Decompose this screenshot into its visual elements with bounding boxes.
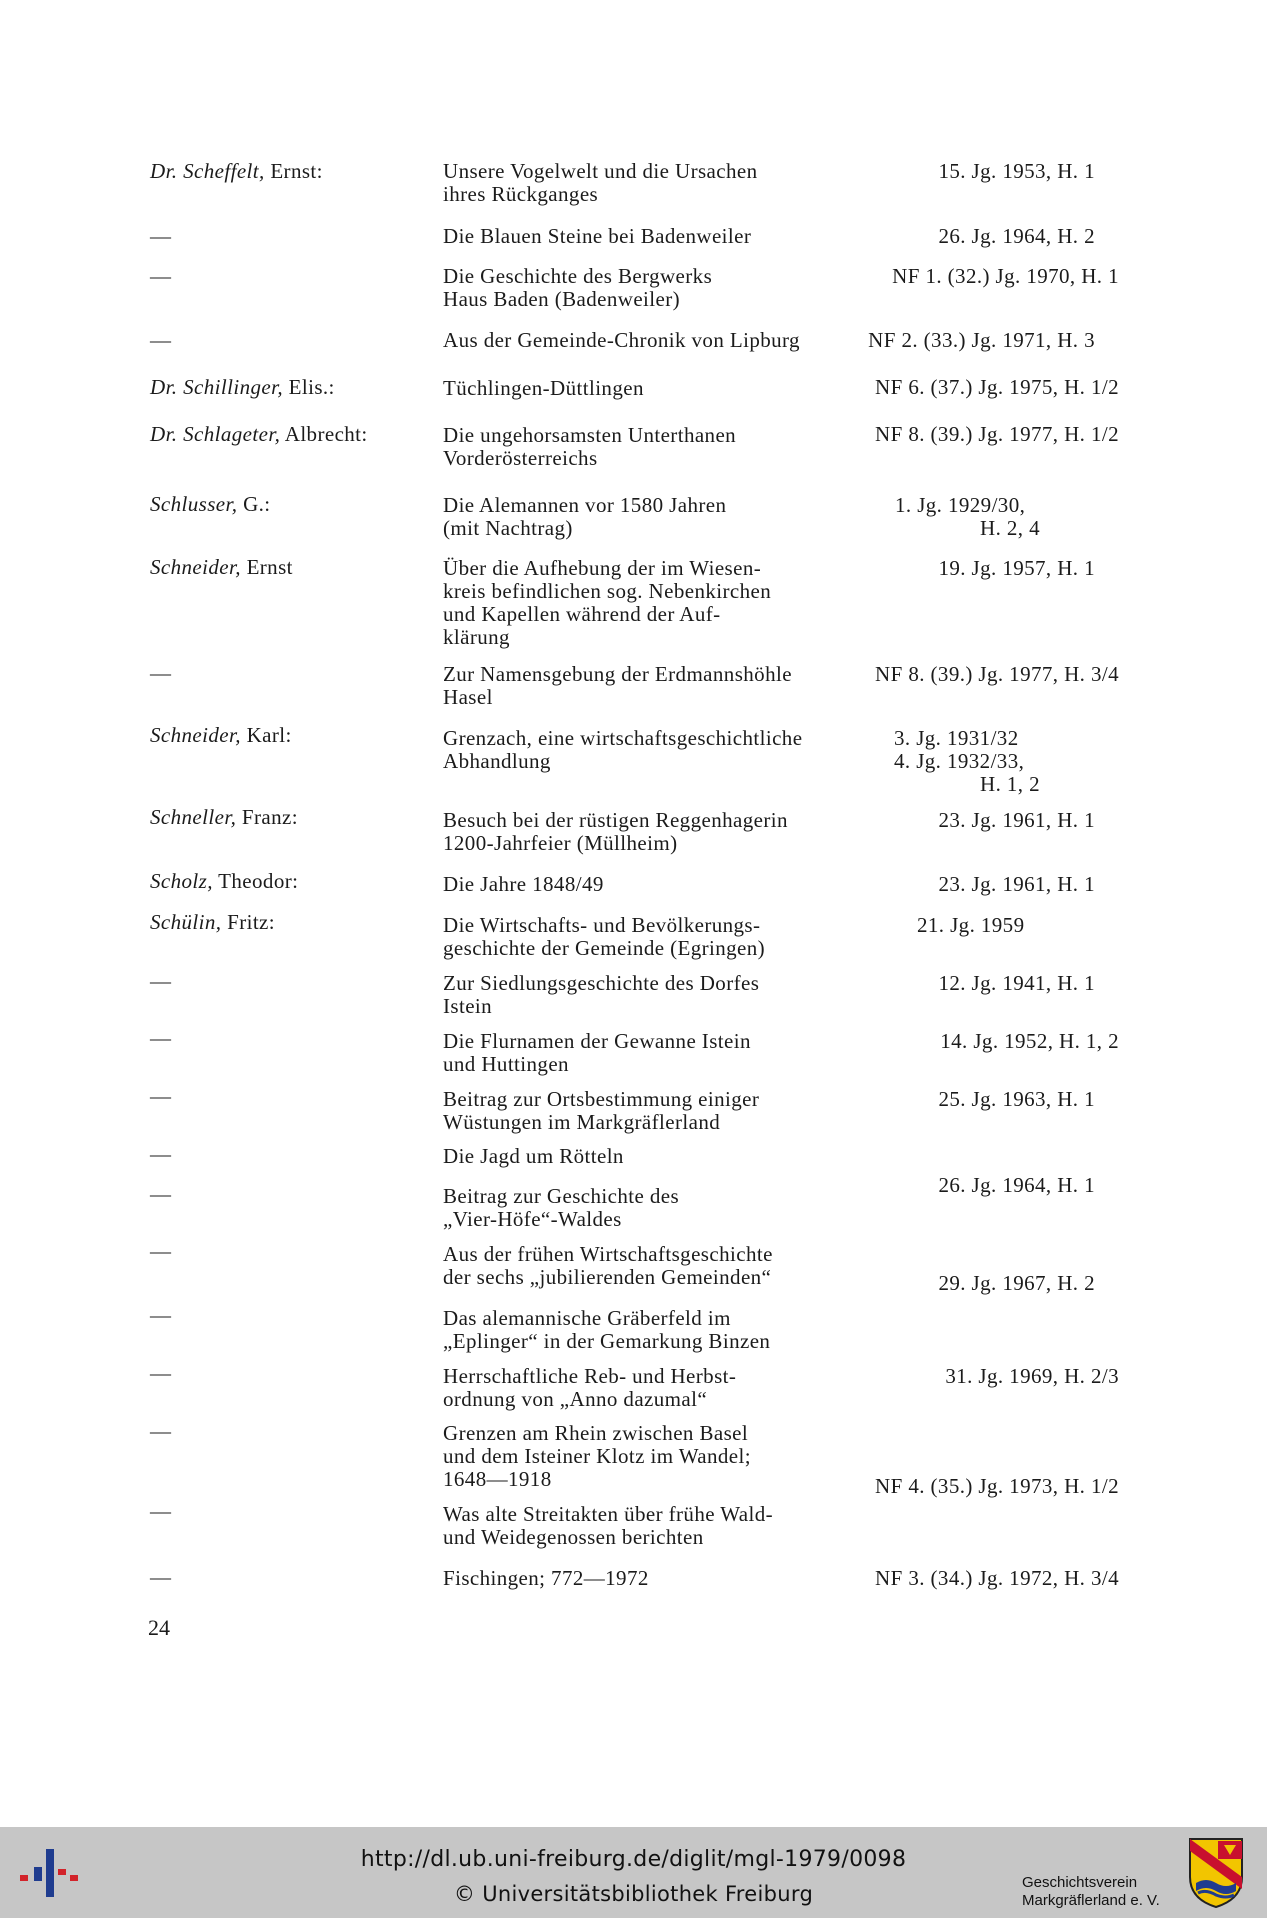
title-line: Tüchlingen-Düttlingen <box>443 376 644 400</box>
reference: 26. Jg. 1964, H. 1 <box>938 1173 1095 1197</box>
ditto-dash: — <box>150 264 172 288</box>
title-line: geschichte der Gemeinde (Egringen) <box>443 936 766 960</box>
title-line: Die Alemannen vor 1580 Jahren <box>443 493 727 517</box>
reference: 29. Jg. 1967, H. 2 <box>938 1271 1095 1295</box>
title-line: Die Wirtschafts- und Bevölkerungs- <box>443 913 761 937</box>
reference: NF 8. (39.) Jg. 1977, H. 1/2 <box>875 422 1119 446</box>
author-label: Dr. Scheffelt, Ernst: <box>150 159 323 183</box>
ditto-dash: — <box>150 1361 172 1385</box>
title-line: und Huttingen <box>443 1052 569 1076</box>
author-label: Scholz, Theodor: <box>150 869 299 893</box>
title-line: Was alte Streitakten über frühe Wald- <box>443 1502 773 1526</box>
title-line: und Kapellen während der Auf- <box>443 602 721 626</box>
copyright-text: © Universitätsbibliothek Freiburg <box>453 1882 814 1906</box>
title-line: Grenzen am Rhein zwischen Basel <box>443 1421 749 1445</box>
reference: H. 1, 2 <box>980 772 1040 796</box>
title-line: Aus der frühen Wirtschaftsgeschichte <box>443 1242 773 1266</box>
title-line: ihres Rückganges <box>443 182 599 206</box>
reference: NF 1. (32.) Jg. 1970, H. 1 <box>892 264 1119 288</box>
reference: 3. Jg. 1931/32 <box>894 726 1019 750</box>
title-line: Vorderösterreichs <box>443 446 598 470</box>
title-line: Fischingen; 772—1972 <box>443 1566 649 1590</box>
title-line: Herrschaftliche Reb- und Herbst- <box>443 1364 737 1388</box>
title-line: klärung <box>443 625 510 649</box>
title-line: Über die Aufhebung der im Wiesen- <box>443 556 762 580</box>
title-line: Die Geschichte des Bergwerks <box>443 264 713 288</box>
title-line: Die Jahre 1848/49 <box>443 872 604 896</box>
ditto-dash: — <box>150 1182 172 1206</box>
title-line: (mit Nachtrag) <box>443 516 573 540</box>
author-label: Dr. Schlageter, Albrecht: <box>150 422 368 446</box>
reference: NF 8. (39.) Jg. 1977, H. 3/4 <box>875 662 1119 686</box>
title-line: „Eplinger“ in der Gemarkung Binzen <box>443 1329 771 1353</box>
title-line: 1200-Jahrfeier (Müllheim) <box>443 831 678 855</box>
title-line: Abhandlung <box>443 749 551 773</box>
society-line: Markgräflerland e. V. <box>1022 1892 1160 1909</box>
title-line: „Vier-Höfe“-Waldes <box>443 1207 622 1231</box>
reference: NF 4. (35.) Jg. 1973, H. 1/2 <box>875 1474 1119 1498</box>
reference: 25. Jg. 1963, H. 1 <box>938 1087 1095 1111</box>
society-line: Geschichtsverein <box>1022 1874 1138 1891</box>
ditto-dash: — <box>150 224 172 248</box>
ditto-dash: — <box>150 1303 172 1327</box>
title-line: Die Jagd um Rötteln <box>443 1144 624 1168</box>
author-label: Schlusser, G.: <box>150 492 271 516</box>
reference: 14. Jg. 1952, H. 1, 2 <box>940 1029 1119 1053</box>
title-line: Grenzach, eine wirtschaftsgeschichtliche <box>443 726 803 750</box>
ditto-dash: — <box>150 1565 172 1589</box>
title-line: Hasel <box>443 685 493 709</box>
title-line: Wüstungen im Markgräflerland <box>443 1110 721 1134</box>
title-line: Die Blauen Steine bei Badenweiler <box>443 224 752 248</box>
source-url-link[interactable]: http://dl.ub.uni-freiburg.de/diglit/mgl-1979/0098 <box>360 1847 907 1872</box>
ditto-dash: — <box>150 1084 172 1108</box>
society-name <box>1022 1874 1160 1910</box>
reference: 15. Jg. 1953, H. 1 <box>938 159 1095 183</box>
title-line: 1648—1918 <box>443 1467 552 1491</box>
title-line: Das alemannische Gräberfeld im <box>443 1306 731 1330</box>
ditto-dash: — <box>150 1419 172 1443</box>
coat-of-arms-icon <box>1188 1837 1244 1909</box>
title-line: Unsere Vogelwelt und die Ursachen <box>443 159 758 183</box>
title-line: Zur Siedlungsgeschichte des Dorfes <box>443 971 760 995</box>
title-line: und Weidegenossen berichten <box>443 1525 704 1549</box>
author-label: Dr. Schillinger, Elis.: <box>150 375 335 399</box>
reference: 1. Jg. 1929/30, <box>895 493 1026 517</box>
ditto-dash: — <box>150 1026 172 1050</box>
title-line: ordnung von „Anno dazumal“ <box>443 1387 708 1411</box>
author-label: Schneller, Franz: <box>150 805 298 829</box>
title-line: Zur Namensgebung der Erdmannshöhle <box>443 662 792 686</box>
ditto-dash: — <box>150 1499 172 1523</box>
ditto-dash: — <box>150 661 172 685</box>
reference: NF 3. (34.) Jg. 1972, H. 3/4 <box>875 1566 1119 1590</box>
reference: H. 2, 4 <box>980 516 1040 540</box>
reference: 4. Jg. 1932/33, <box>894 749 1025 773</box>
title-line: Beitrag zur Geschichte des <box>443 1184 680 1208</box>
reference: 26. Jg. 1964, H. 2 <box>938 224 1095 248</box>
reference: 23. Jg. 1961, H. 1 <box>938 808 1095 832</box>
author-label: Schülin, Fritz: <box>150 910 276 934</box>
title-line: Aus der Gemeinde-Chronik von Lipburg <box>443 328 800 352</box>
ditto-dash: — <box>150 969 172 993</box>
reference: 21. Jg. 1959 <box>917 913 1025 937</box>
title-line: Die Flurnamen der Gewanne Istein <box>443 1029 751 1053</box>
title-line: Istein <box>443 994 493 1018</box>
reference: 23. Jg. 1961, H. 1 <box>938 872 1095 896</box>
reference: 12. Jg. 1941, H. 1 <box>938 971 1095 995</box>
title-line: Beitrag zur Ortsbestimmung einiger <box>443 1087 760 1111</box>
reference: NF 2. (33.) Jg. 1971, H. 3 <box>868 328 1095 352</box>
reference: 31. Jg. 1969, H. 2/3 <box>945 1364 1119 1388</box>
ditto-dash: — <box>150 1239 172 1263</box>
title-line: Die ungehorsamsten Unterthanen <box>443 423 737 447</box>
title-line: kreis befindlichen sog. Nebenkirchen <box>443 579 772 603</box>
title-line: Haus Baden (Badenweiler) <box>443 287 681 311</box>
ditto-dash: — <box>150 1142 172 1166</box>
page-number: 24 <box>148 1615 170 1640</box>
title-line: Besuch bei der rüstigen Reggenhagerin <box>443 808 788 832</box>
title-line: und dem Isteiner Klotz im Wandel; <box>443 1444 751 1468</box>
title-line: der sechs „jubilierenden Gemeinden“ <box>443 1265 772 1289</box>
author-label: Schneider, Ernst <box>150 555 293 579</box>
ditto-dash: — <box>150 328 172 352</box>
reference: NF 6. (37.) Jg. 1975, H. 1/2 <box>875 375 1119 399</box>
footer-bar <box>0 1827 1267 1918</box>
reference: 19. Jg. 1957, H. 1 <box>938 556 1095 580</box>
author-label: Schneider, Karl: <box>150 723 292 747</box>
